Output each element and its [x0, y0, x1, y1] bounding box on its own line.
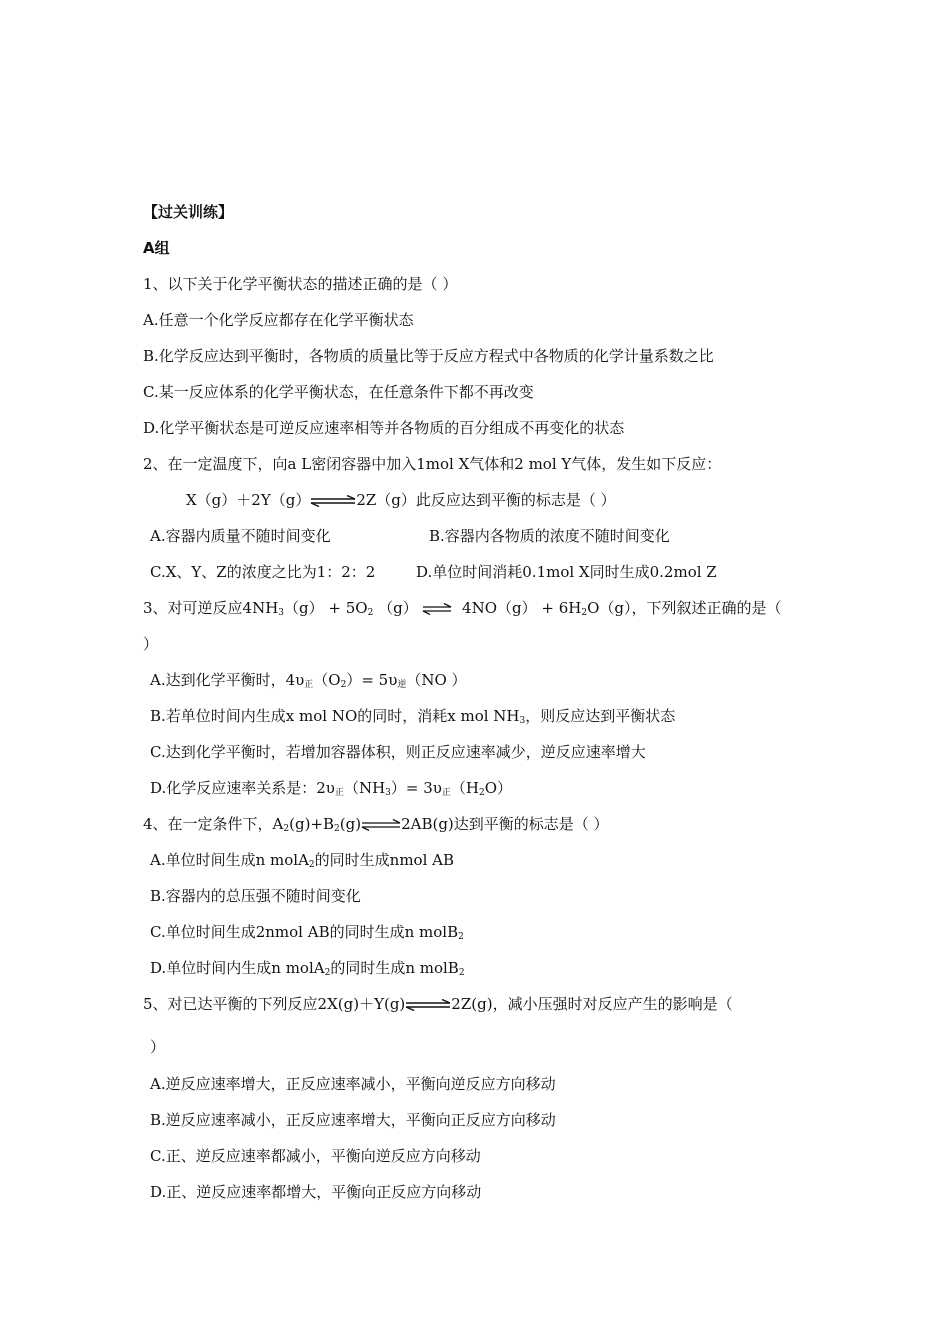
equilibrium-arrow-icon — [405, 999, 451, 1011]
q5-option-c: C.正、逆反应速率都减小，平衡向逆反应方向移动 — [150, 1147, 481, 1165]
q5-stem-continued: ） — [150, 1038, 166, 1056]
equilibrium-arrow-icon — [310, 495, 356, 507]
q3-b-part: ，则反应达到平衡状态 — [525, 707, 676, 725]
q5-option-b: B.逆反应速率减小，正反应速率增大，平衡向正反应方向移动 — [150, 1111, 556, 1129]
q2-option-b: B.容器内各物质的浓度不随时间变化 — [429, 527, 670, 545]
subscript: 2 — [458, 932, 464, 942]
q4-stem-part: (g)+B — [289, 815, 335, 833]
subscript: 2 — [479, 788, 485, 798]
subscript: 2 — [340, 680, 347, 690]
q3-stem-part: 3、对可逆反应4NH — [143, 599, 279, 617]
subscript: 2 — [324, 968, 331, 978]
q4-d-part: D.单位时间内生成n molA — [150, 959, 325, 977]
subscript: 2 — [581, 608, 588, 618]
q4-option-c — [150, 923, 464, 941]
q5-stem-part: 5、对已达平衡的下列反应2X(g)＋Y(g) — [143, 995, 406, 1013]
q5-stem — [143, 995, 733, 1013]
q3-stem-part: O（g），下列叙述正确的是（ — [587, 599, 782, 617]
q2-eq-left: X（g）＋2Y（g） — [186, 491, 311, 509]
q3-a-part: （NO ） — [406, 671, 467, 689]
q4-option-a — [150, 851, 454, 869]
q4-stem-part: (g) — [339, 815, 362, 833]
subscript: 2 — [367, 608, 374, 618]
q2-equation — [186, 491, 616, 509]
q3-stem-part: 4NO（g） + 6H — [462, 599, 582, 617]
q4-option-d — [150, 959, 465, 977]
q4-stem-part: 2AB(g)达到平衡的标志是（ ） — [401, 815, 609, 833]
equilibrium-arrow-icon — [361, 819, 401, 831]
subscript: 逆 — [397, 680, 407, 690]
q2-stem: 2、在一定温度下，向a L密闭容器中加入1mol X气体和2 mol Y气体，发生如下反应： — [143, 455, 722, 473]
q3-d-part: O） — [484, 779, 513, 797]
q5-option-a: A.逆反应速率增大，正反应速率减小，平衡向逆反应方向移动 — [150, 1075, 556, 1093]
q2-option-c: C.X、Y、Z的浓度之比为1：2：2 — [150, 563, 376, 581]
q4-stem — [143, 815, 609, 833]
q1-option-b: B.化学反应达到平衡时，各物质的质量比等于反应方程式中各物质的化学计量系数之比 — [143, 347, 714, 365]
group-label: A组 — [143, 239, 170, 257]
subscript: 正 — [334, 788, 344, 798]
q3-stem — [143, 599, 781, 617]
q4-d-part: 的同时生成n molB — [330, 959, 459, 977]
q3-option-a — [150, 671, 467, 689]
q3-stem-part: （g） — [373, 599, 418, 617]
q1-option-d: D.化学平衡状态是可逆反应速率相等并各物质的百分组成不再变化的状态 — [143, 419, 625, 437]
q4-option-b: B.容器内的总压强不随时间变化 — [150, 887, 361, 905]
q2-option-d: D.单位时间消耗0.1mol X同时生成0.2mol Z — [416, 563, 717, 581]
subscript: 3 — [519, 716, 526, 726]
subscript: 正 — [441, 788, 451, 798]
q3-d-part: （NH — [343, 779, 386, 797]
q4-a-part: A.单位时间生成n molA — [150, 851, 309, 869]
q4-stem-part: 4、在一定条件下，A — [143, 815, 284, 833]
q1-option-c: C.某一反应体系的化学平衡状态，在任意条件下都不再改变 — [143, 383, 534, 401]
q3-a-part: ）= 5υ — [346, 671, 398, 689]
q3-option-c: C.达到化学平衡时，若增加容器体积，则正反应速率减少，逆反应速率增大 — [150, 743, 646, 761]
q3-d-part: （H — [450, 779, 480, 797]
q3-stem-part: （g） + 5O — [284, 599, 368, 617]
q3-d-part: ）= 3υ — [390, 779, 442, 797]
equilibrium-arrow-icon — [422, 603, 452, 615]
q5-option-d: D.正、逆反应速率都增大，平衡向正反应方向移动 — [150, 1183, 482, 1201]
subscript: 正 — [304, 680, 314, 690]
q3-a-part: A.达到化学平衡时，4υ — [150, 671, 305, 689]
q3-d-part: D.化学反应速率关系是：2υ — [150, 779, 335, 797]
section-title: 【过关训练】 — [143, 203, 234, 221]
subscript: 2 — [283, 824, 290, 834]
q3-b-part: B.若单位时间内生成x mol NO的同时，消耗x mol NH — [150, 707, 520, 725]
q2-option-a: A.容器内质量不随时间变化 — [150, 527, 331, 545]
q1-option-a: A.任意一个化学反应都存在化学平衡状态 — [143, 311, 414, 329]
q1-stem: 1、以下关于化学平衡状态的描述正确的是（ ） — [143, 275, 458, 293]
q3-stem-continued: ） — [143, 635, 159, 653]
q4-a-part: 的同时生成nmol AB — [314, 851, 454, 869]
q2-eq-right: 2Z（g）此反应达到平衡的标志是（ ） — [356, 491, 616, 509]
subscript: 2 — [334, 824, 340, 834]
q4-c-part: C.单位时间生成2nmol AB的同时生成n molB — [150, 923, 459, 941]
q3-a-part: （O — [313, 671, 341, 689]
q3-option-b — [150, 707, 675, 725]
q3-option-d — [150, 779, 512, 797]
q5-stem-part: 2Z(g)，减小压强时对反应产生的影响是（ — [451, 995, 733, 1013]
subscript: 2 — [458, 968, 465, 978]
subscript: 3 — [278, 608, 285, 618]
subscript: 2 — [308, 860, 315, 870]
subscript: 3 — [385, 788, 391, 798]
